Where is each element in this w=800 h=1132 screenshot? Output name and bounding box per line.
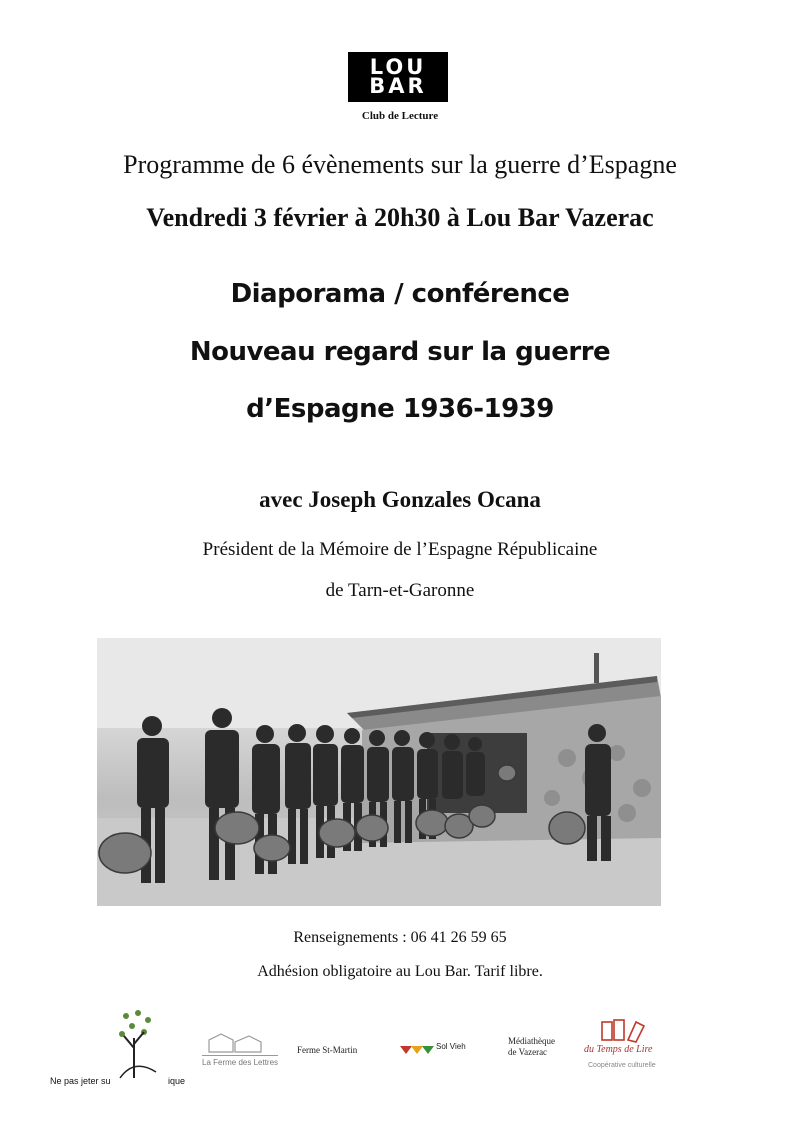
- title-line-1: Diaporama / conférence: [230, 279, 570, 309]
- footer-note-right: ique: [168, 1076, 186, 1086]
- farm-building-icon: [205, 1030, 265, 1054]
- sol-vieh-mark-icon: [398, 1044, 434, 1056]
- membership-line: Adhésion obligatoire au Lou Bar. Tarif libre.: [257, 963, 543, 980]
- club-label: Club de Lecture: [361, 110, 439, 122]
- footer-note-left: Ne pas jeter su: [50, 1076, 111, 1086]
- historical-photo: [97, 638, 661, 906]
- title-line-2: Nouveau regard sur la guerre: [189, 337, 611, 367]
- sol-vieh-logo: Sol Vieh: [436, 1042, 466, 1051]
- temps-de-lire-logo: du Temps de Lire: [584, 1044, 653, 1055]
- speaker-role-2: de Tarn-et-Garonne: [325, 580, 475, 601]
- ferme-st-martin-logo: Ferme St-Martin: [297, 1045, 358, 1055]
- ferme-des-lettres-logo: La Ferme des Lettres: [202, 1055, 278, 1067]
- speaker-name: avec Joseph Gonzales Ocana: [259, 487, 541, 512]
- logo-line-1: LOU: [369, 55, 427, 79]
- tree-logo-icon: [112, 1008, 164, 1086]
- books-icon: [596, 1016, 656, 1044]
- lou-bar-logo: [348, 52, 448, 102]
- date-line: Vendredi 3 février à 20h30 à Lou Bar Vazerac: [146, 203, 654, 232]
- speaker-role-1: Président de la Mémoire de l’Espagne Républicaine: [202, 539, 598, 560]
- mediatheque-logo: [508, 1036, 555, 1058]
- mediatheque-line-1: Médiathèque: [508, 1036, 555, 1046]
- mediatheque-line-2: de Vazerac: [508, 1047, 548, 1057]
- contact-line: Renseignements : 06 41 26 59 65: [293, 929, 507, 946]
- cooperative-label: Coopérative culturelle: [588, 1062, 656, 1069]
- logo-line-2: BAR: [369, 74, 427, 98]
- partner-logos: [0, 1000, 800, 1132]
- programme-line: Programme de 6 évènements sur la guerre d’Espagne: [123, 150, 677, 179]
- title-line-3: d’Espagne 1936-1939: [246, 394, 554, 424]
